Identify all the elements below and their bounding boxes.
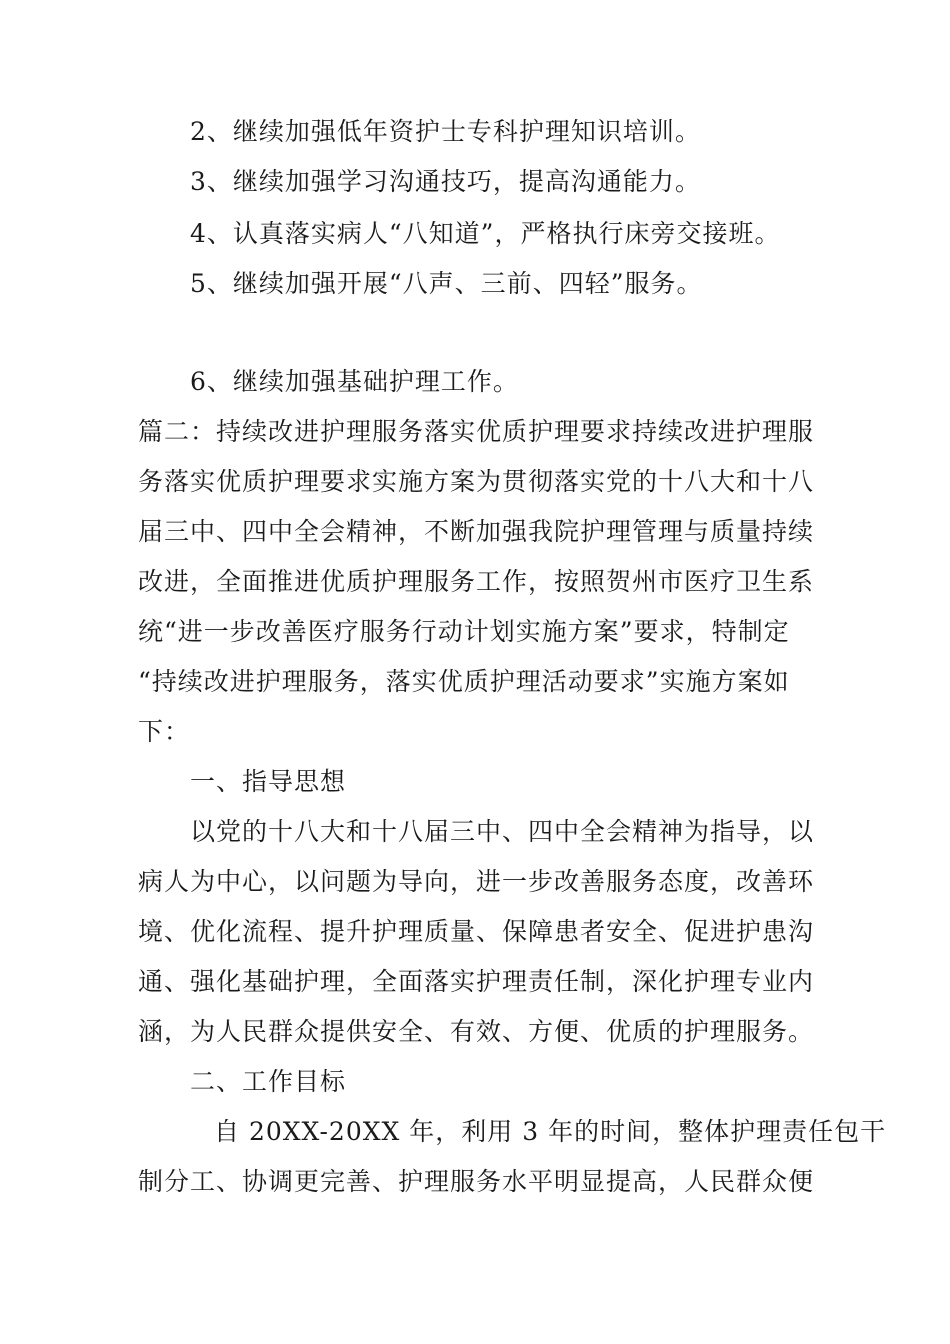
list-item-2: 2、继续加强低年资护士专科护理知识培训。 <box>190 117 701 146</box>
paragraph-line: 届三中、四中全会精神，不断加强我院护理管理与质量持续 <box>138 517 815 546</box>
paragraph-line: 改进，全面推进优质护理服务工作，按照贺州市医疗卫生系 <box>138 567 815 596</box>
paragraph-line: “持续改进护理服务，落实优质护理活动要求”实施方案如 <box>138 667 790 696</box>
list-item-5: 5、继续加强开展“八声、三前、四轻”服务。 <box>190 269 703 298</box>
list-item-4: 4、认真落实病人“八知道”，严格执行床旁交接班。 <box>190 219 781 248</box>
section-heading: 一、指导思想 <box>190 767 347 796</box>
paragraph-line: 以党的十八大和十八届三中、四中全会精神为指导，以 <box>190 817 815 846</box>
paragraph-line: 病人为中心，以问题为导向，进一步改善服务态度，改善环 <box>138 867 815 896</box>
paragraph-line: 制分工、协调更完善、护理服务水平明显提高，人民群众便 <box>138 1167 815 1196</box>
paragraph-line: 自 20XX-20XX 年，利用 3 年的时间，整体护理责任包干 <box>214 1117 887 1146</box>
list-item-3: 3、继续加强学习沟通技巧，提高沟通能力。 <box>190 167 701 196</box>
paragraph-line: 下： <box>138 717 191 746</box>
paragraph-line: 境、优化流程、提升护理质量、保障患者安全、促进护患沟 <box>138 917 815 946</box>
paragraph-line: 务落实优质护理要求实施方案为贯彻落实党的十八大和十八 <box>138 467 815 496</box>
paragraph-line: 涵，为人民群众提供安全、有效、方便、优质的护理服务。 <box>138 1017 815 1046</box>
paragraph-line: 篇二：持续改进护理服务落实优质护理要求持续改进护理服 <box>138 417 815 446</box>
paragraph-line: 统“进一步改善医疗服务行动计划实施方案”要求，特制定 <box>138 617 790 646</box>
list-item-6: 6、继续加强基础护理工作。 <box>190 367 519 396</box>
section-heading: 二、工作目标 <box>190 1067 347 1096</box>
paragraph-line: 通、强化基础护理，全面落实护理责任制，深化护理专业内 <box>138 967 815 996</box>
